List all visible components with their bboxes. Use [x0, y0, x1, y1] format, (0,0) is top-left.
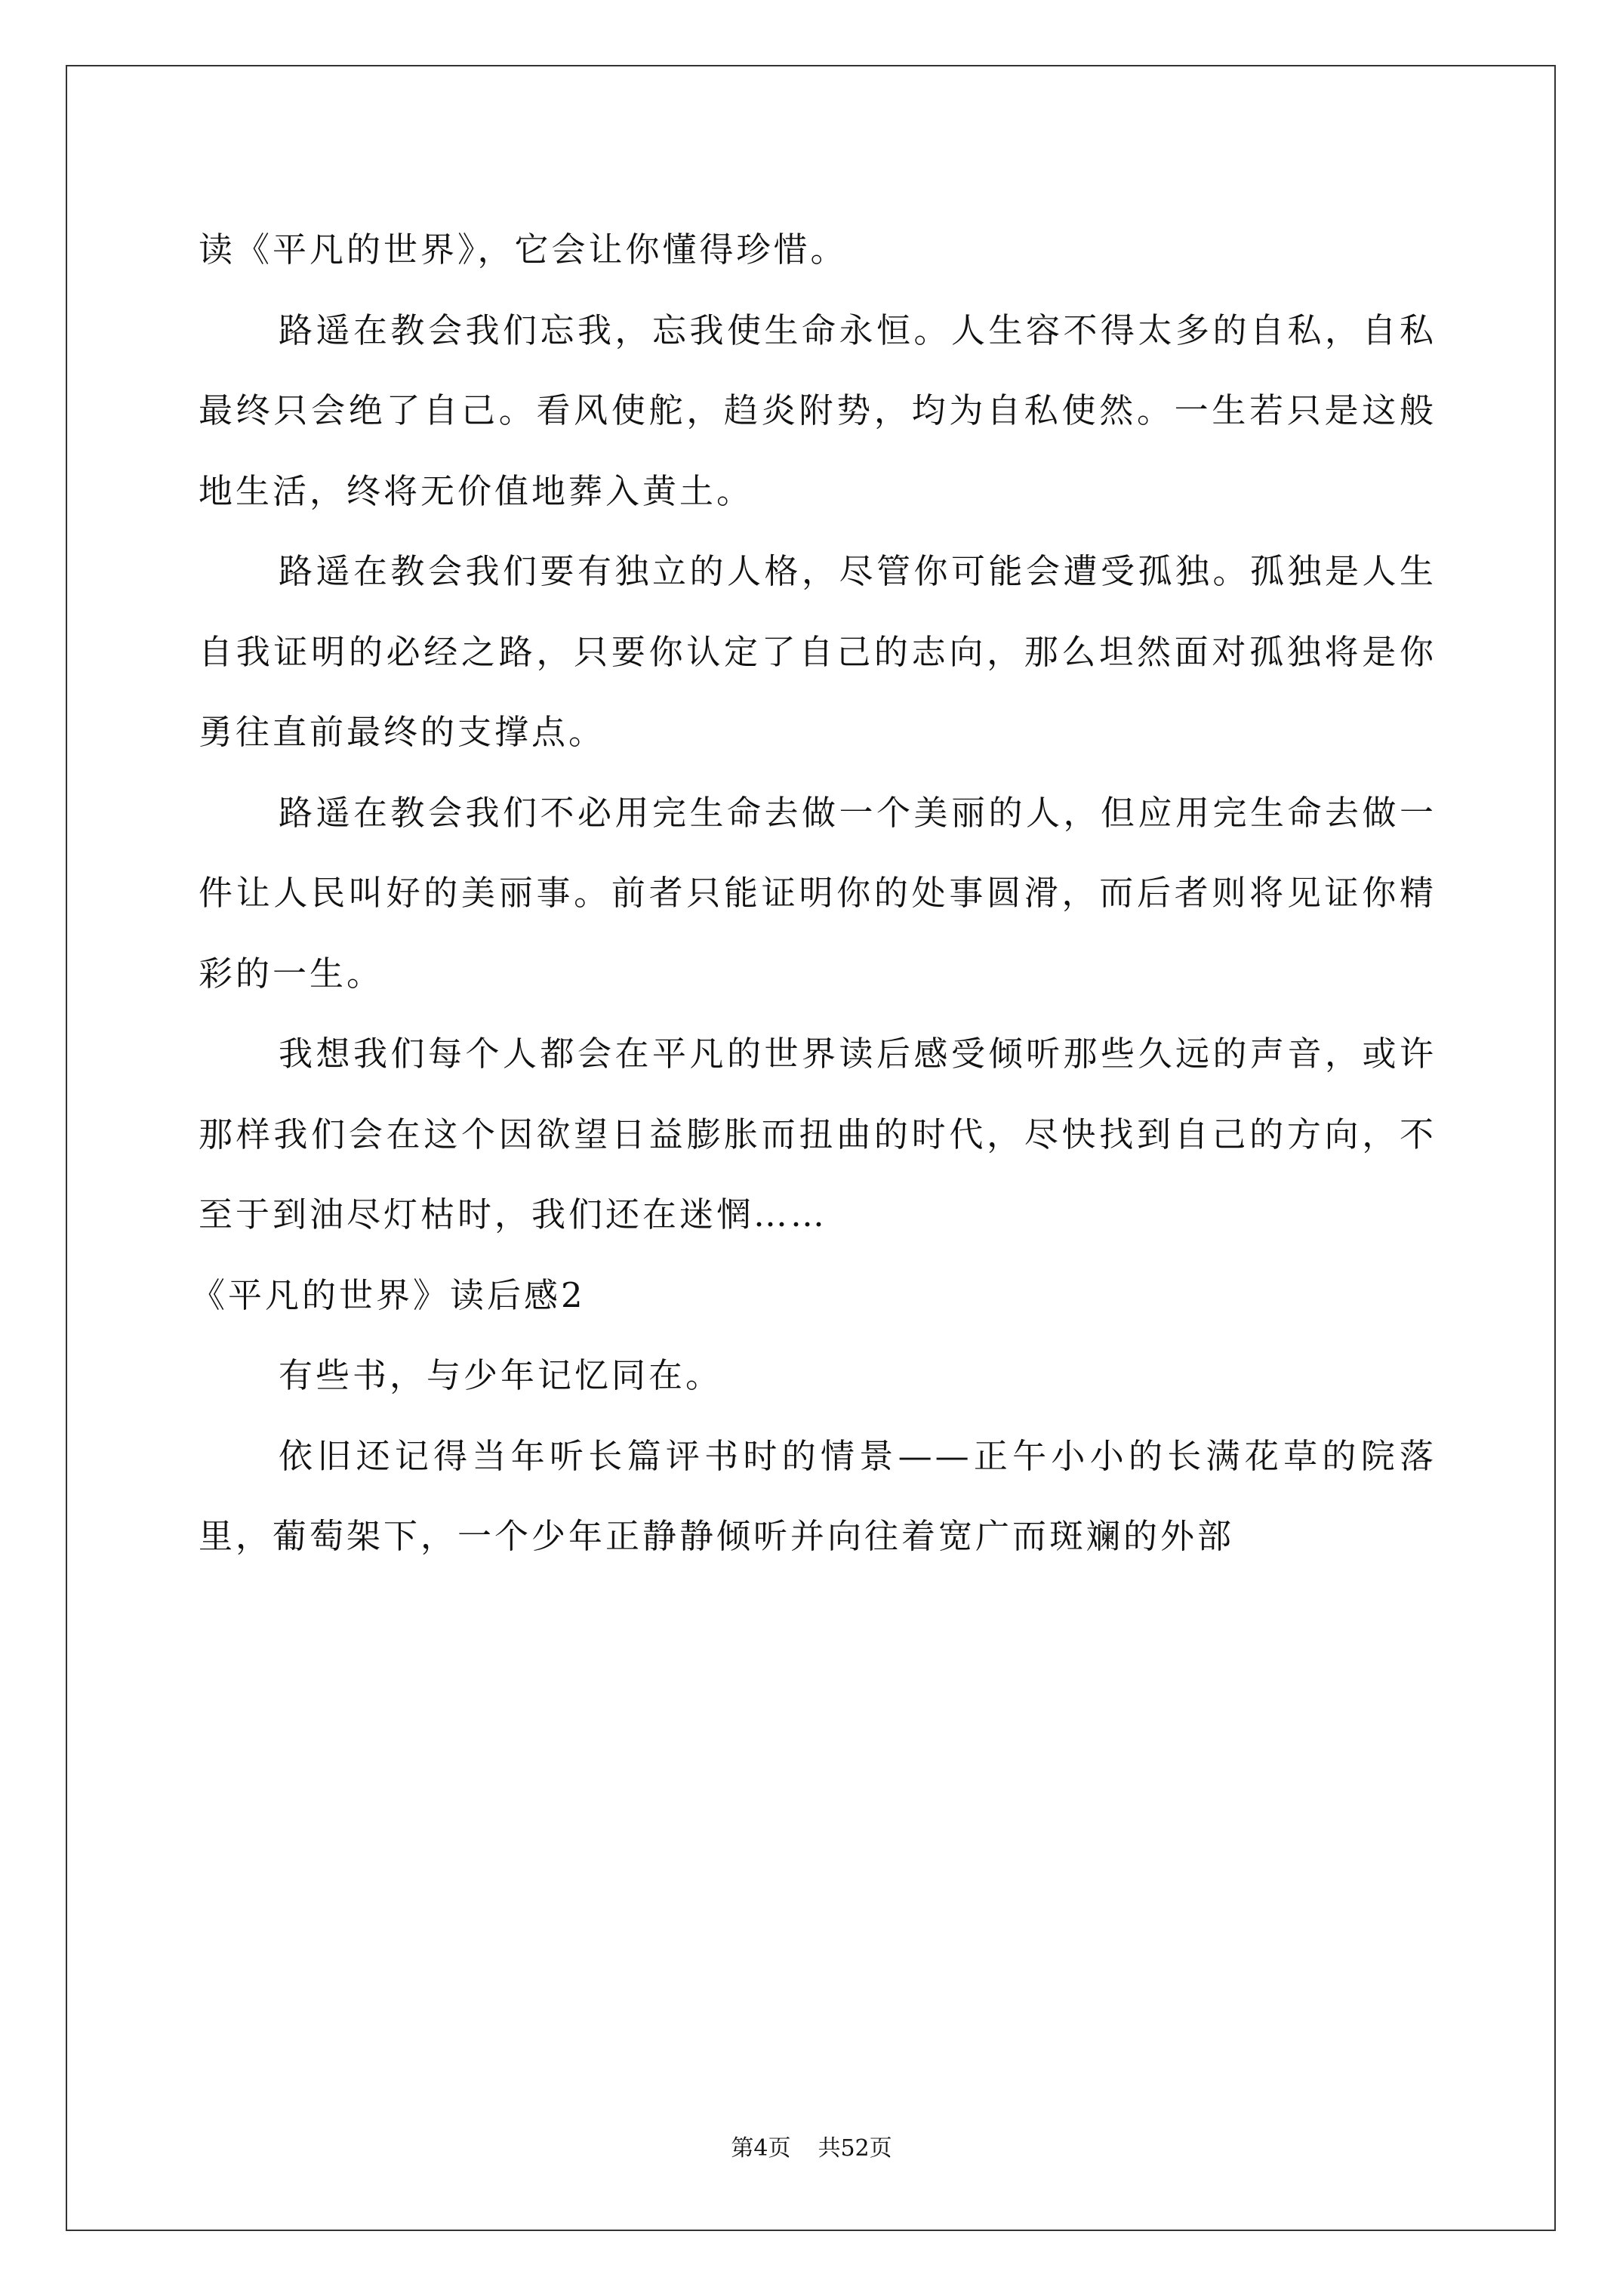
paragraph: 有些书，与少年记忆同在。 [279, 1355, 723, 1395]
paragraph: 路遥在教会我们忘我，忘我使生命永恒。人生容不得太多的自私，自私最终只会绝了自己。看风使舵，趋炎附势，均为自私使然。一生若只是这般地生活，终将无价值地葬入黄土。 [199, 310, 1437, 511]
paragraph: 路遥在教会我们不必用完生命去做一个美丽的人，但应用完生命去做一件让人民叫好的美丽事。前者只能证明你的处事圆滑，而后者则将见证你精彩的一生。 [199, 792, 1437, 994]
paragraph: 依旧还记得当年听长篇评书时的情景——正午小小的长满花草的院落里，葡萄架下，一个少年正静静倾听并向往着宽广而斑斓的外部 [199, 1435, 1437, 1556]
paragraph: 我想我们每个人都会在平凡的世界读后感受倾听那些久远的声音，或许那样我们会在这个因欲望日益膨胀而扭曲的时代，尽快找到自己的方向，不至于到油尽灯枯时，我们还在迷惘…… [199, 1034, 1437, 1234]
page-total: 共52页 [818, 2135, 892, 2162]
document-body [191, 210, 1437, 1577]
paragraph: 路遥在教会我们要有独立的人格，尽管你可能会遭受孤独。孤独是人生自我证明的必经之路，只要你认定了自己的志向，那么坦然面对孤独将是你勇往直前最终的支撑点。 [199, 551, 1437, 752]
paragraph: 读《平凡的世界》，它会让你懂得珍惜。 [199, 230, 848, 270]
section-heading: 《平凡的世界》读后感2 [191, 1274, 586, 1315]
page-footer [0, 2134, 1623, 2164]
page-number: 第4页 [731, 2135, 791, 2162]
